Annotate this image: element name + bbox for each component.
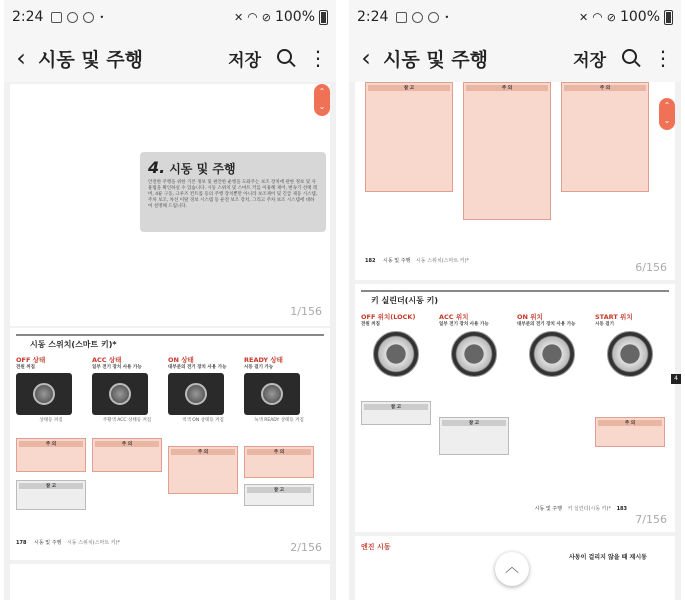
note-box bbox=[244, 484, 314, 506]
chapter-title: 시동 및 주행 bbox=[169, 162, 236, 176]
save-button[interactable]: 저장 bbox=[573, 50, 606, 71]
note-box bbox=[361, 401, 431, 425]
start-button-image bbox=[92, 373, 148, 415]
chapter-number: 4. bbox=[148, 158, 166, 177]
page-footer bbox=[365, 257, 469, 264]
gallery-icon bbox=[51, 12, 62, 23]
toolbar bbox=[4, 34, 336, 82]
key-column-off bbox=[361, 312, 431, 455]
note-label: 참 고 bbox=[368, 85, 450, 91]
col-title-acc: ACC 상태 bbox=[92, 356, 122, 364]
col-title-lock: OFF 위치(LOCK) bbox=[361, 313, 416, 321]
pdf-page-3 bbox=[10, 564, 330, 600]
start-button-icon bbox=[33, 383, 55, 405]
restart-title: 사동이 걸리지 않을 때 재시동 bbox=[569, 554, 647, 561]
col-title-on: ON 위치 bbox=[517, 313, 543, 321]
col-sub-acc: 일부 전기 장치 사용 가능 bbox=[92, 365, 142, 370]
section-title: 키 실린더(시동 키) bbox=[371, 296, 438, 305]
key-columns bbox=[361, 312, 669, 455]
pdf-page-1 bbox=[10, 84, 330, 326]
key-cylinder-image bbox=[451, 331, 497, 377]
dot-icon: • bbox=[99, 12, 105, 22]
note-label: 참 고 bbox=[364, 404, 428, 410]
page-footer bbox=[535, 505, 627, 512]
battery-percent: 100% bbox=[274, 9, 315, 25]
state-column-off bbox=[16, 355, 86, 510]
state-column-on bbox=[168, 355, 238, 510]
state-columns bbox=[16, 355, 324, 510]
note-label: 참 고 bbox=[442, 420, 506, 426]
page-number-1: 1/156 bbox=[290, 305, 322, 318]
note-label: 참 고 bbox=[247, 487, 311, 493]
col-title-start: START 위치 bbox=[595, 313, 633, 321]
notification-icons bbox=[51, 12, 104, 23]
page-footer bbox=[16, 539, 120, 546]
page-scroll-handle[interactable]: ⌃ ⌄ bbox=[659, 98, 675, 130]
system-icons bbox=[579, 9, 673, 25]
settings-icon bbox=[67, 12, 78, 23]
footer-sub: 시동 스위치(스마트 키)* bbox=[415, 258, 470, 264]
engine-start-title: 엔진 시동 bbox=[361, 543, 391, 551]
page-title: 시동 및 주행 bbox=[38, 48, 143, 71]
caption-off: 상태등 꺼짐 bbox=[39, 418, 63, 423]
signal-icon: ⊘ bbox=[606, 10, 616, 24]
col-sub-on: 대부분의 전기 장치 사용 가능 bbox=[517, 322, 576, 327]
footer-page: 183 bbox=[616, 506, 627, 512]
start-button-icon bbox=[109, 383, 131, 405]
start-button-image bbox=[244, 373, 300, 415]
footer-sub: 시동 스위치(스마트 키)* bbox=[66, 540, 121, 546]
warning-label: 주 의 bbox=[598, 420, 662, 426]
section-header-bar bbox=[16, 334, 324, 336]
mute-icon: ✕ bbox=[579, 10, 589, 24]
col-sub-ready: 시동 걸기 가능 bbox=[244, 365, 274, 370]
caption-on: 적색 ON 상태등 켜짐 bbox=[182, 418, 224, 423]
signal-icon: ⊘ bbox=[261, 10, 271, 24]
save-button[interactable]: 저장 bbox=[228, 50, 261, 71]
pdf-page-7 bbox=[355, 284, 675, 532]
warning-box bbox=[595, 417, 665, 447]
col-sub-acc: 일부 전기 장치 사용 가능 bbox=[439, 322, 489, 327]
col-sub-off: 전원 꺼짐 bbox=[16, 365, 35, 370]
start-button-icon bbox=[185, 383, 207, 405]
section-header-bar bbox=[361, 290, 669, 292]
key-column-on bbox=[517, 312, 587, 455]
chevron-up-icon: ︿ bbox=[505, 560, 519, 576]
more-vert-icon[interactable]: ⋮ bbox=[308, 46, 328, 70]
warning-label: 주 의 bbox=[247, 449, 311, 455]
back-arrow-icon[interactable]: ‹ bbox=[361, 44, 371, 72]
col-sub-lock: 전원 꺼짐 bbox=[361, 322, 380, 327]
phone-left bbox=[4, 0, 336, 600]
col-sub-on: 대부분의 전기 장치 사용 가능 bbox=[168, 365, 227, 370]
scroll-top-button[interactable] bbox=[495, 552, 529, 586]
note-box bbox=[16, 480, 86, 510]
search-button[interactable] bbox=[622, 49, 637, 68]
battery-percent: 100% bbox=[619, 9, 660, 25]
pdf-page-2 bbox=[10, 328, 330, 560]
col-title-acc: ACC 위치 bbox=[439, 313, 469, 321]
search-icon bbox=[277, 49, 292, 64]
account-icon bbox=[428, 12, 439, 23]
search-button[interactable] bbox=[277, 49, 292, 68]
chapter-box bbox=[140, 152, 326, 232]
warning-box bbox=[16, 438, 86, 472]
notification-icons bbox=[396, 12, 449, 23]
battery-icon bbox=[664, 10, 673, 25]
status-time: 2:24 bbox=[12, 9, 44, 25]
page-number-6: 6/156 bbox=[635, 261, 667, 274]
warning-label: 주 의 bbox=[564, 85, 646, 91]
status-time: 2:24 bbox=[357, 9, 389, 25]
key-cylinder-image bbox=[607, 331, 653, 377]
key-column-start bbox=[595, 312, 665, 455]
key-column-acc bbox=[439, 312, 509, 455]
page-number-7: 7/156 bbox=[635, 513, 667, 526]
footer-text: 시동 및 주행 bbox=[383, 258, 411, 264]
page-scroll-handle[interactable]: ⌃ ⌄ bbox=[314, 84, 330, 116]
col-title-ready: READY 상태 bbox=[244, 356, 283, 364]
warning-label: 주 의 bbox=[171, 449, 235, 455]
mute-icon: ✕ bbox=[234, 10, 244, 24]
warning-label: 주 의 bbox=[95, 441, 159, 447]
chapter-heading bbox=[148, 158, 318, 177]
section-title: 시동 스위치(스마트 키)* bbox=[30, 340, 117, 349]
top-boxes bbox=[365, 82, 665, 220]
start-button-image bbox=[16, 373, 72, 415]
more-vert-icon[interactable]: ⋮ bbox=[653, 46, 673, 70]
warning-label: 주 의 bbox=[466, 85, 548, 91]
footer-text: 시동 및 주행 bbox=[34, 540, 62, 546]
note-box bbox=[365, 82, 453, 192]
state-column-ready bbox=[244, 355, 314, 510]
warning-box bbox=[561, 82, 649, 192]
chapter-body: 안전한 주행을 위한 기본 정보 및 편안한 운행을 도와주는 보조 장치에 관한 정보 및 사용법을 확인하실 수 있습니다. 시동 스위치 및 스마트 키를 이용해 제어, 변속기 선택 레버, 4륜 구동, 크루즈 컨트롤 등의 주행 장치뿐만 아니라 보조제어 및 긴급 제동 시스템, 주차 보조, 차선 이탈 경보 시스템 등 운전 보조 장치, 그리고 주차 보조 시스템에 대하여 설명해 드립니다. bbox=[148, 180, 318, 209]
battery-icon bbox=[319, 10, 328, 25]
page-number-2: 2/156 bbox=[290, 541, 322, 554]
wifi-icon: ◠ bbox=[247, 10, 258, 24]
col-title-off: OFF 상태 bbox=[16, 356, 46, 364]
toolbar bbox=[349, 34, 681, 82]
caption-ready: 녹색 READY 상태등 켜짐 bbox=[254, 418, 304, 423]
pdf-page-6 bbox=[355, 82, 675, 280]
start-button-image bbox=[168, 373, 224, 415]
footer-text: 시동 및 주행 bbox=[534, 506, 562, 512]
caption-acc: 주황색 ACC 상태등 켜짐 bbox=[102, 418, 152, 423]
start-button-icon bbox=[261, 383, 283, 405]
footer-page: 182 bbox=[365, 258, 376, 264]
phone-right bbox=[349, 0, 681, 600]
warning-box bbox=[463, 82, 551, 220]
footer-sub: 키 실린더(시동 키)* bbox=[567, 506, 611, 512]
state-column-acc bbox=[92, 355, 162, 510]
note-label: 참 고 bbox=[19, 483, 83, 489]
system-icons bbox=[234, 9, 328, 25]
footer-page: 178 bbox=[16, 540, 27, 546]
dot-icon: • bbox=[444, 12, 450, 22]
page-title: 시동 및 주행 bbox=[383, 48, 488, 71]
warning-label: 주 의 bbox=[19, 441, 83, 447]
key-cylinder-image bbox=[373, 331, 419, 377]
gallery-icon bbox=[396, 12, 407, 23]
account-icon bbox=[83, 12, 94, 23]
col-sub-start: 시동 걸기 bbox=[595, 322, 614, 327]
status-bar bbox=[4, 0, 336, 34]
key-cylinder-image bbox=[529, 331, 575, 377]
back-arrow-icon[interactable]: ‹ bbox=[16, 44, 26, 72]
col-title-on: ON 상태 bbox=[168, 356, 194, 364]
wifi-icon: ◠ bbox=[592, 10, 603, 24]
warning-box bbox=[168, 446, 238, 494]
settings-icon bbox=[412, 12, 423, 23]
status-bar bbox=[349, 0, 681, 34]
warning-box bbox=[244, 446, 314, 478]
chapter-side-tab: 4 bbox=[671, 374, 681, 384]
search-icon bbox=[622, 49, 637, 64]
warning-box bbox=[92, 438, 162, 472]
note-box bbox=[439, 417, 509, 455]
